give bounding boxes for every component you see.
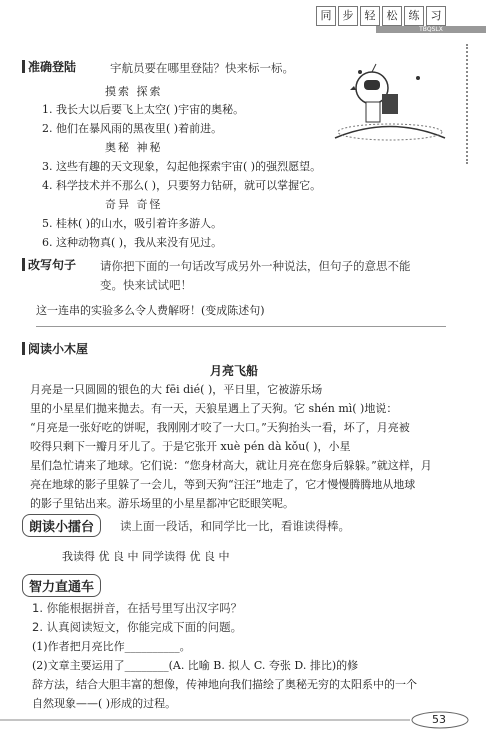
question-1: 1. 我长大以后要飞上太空( )宇宙的奥秘。 — [42, 103, 245, 116]
question-3: 3. 这些有趣的天文现象，勾起他探索宇宙( )的强烈愿望。 — [42, 160, 322, 173]
section-title-read-aloud: 朗读小擂台 — [22, 514, 101, 537]
word-group-2: 奥秘 神秘 — [105, 141, 163, 154]
passage-line: 月亮是一只圆圆的银色的大 fēi dié( )，平日里，它被游乐场 — [30, 383, 323, 396]
section-title-quiz: 智力直通车 — [22, 574, 101, 597]
header-strip: TBQSLX — [376, 26, 486, 33]
passage — [30, 380, 470, 513]
section-marker — [22, 342, 25, 355]
word-group-3: 奇异 奇怪 — [105, 198, 163, 211]
quiz-question-2-2-end: 自然现象——( )形成的过程。 — [32, 697, 177, 710]
quiz-question-1: 1. 你能根据拼音，在括号里写出汉字吗？ — [32, 601, 243, 615]
section-label: 改写句子 — [28, 258, 77, 272]
header-banner — [316, 4, 486, 34]
rating-line: 我读得 优 良 中 同学读得 优 良 中 — [62, 550, 230, 563]
header-char: 同 — [316, 6, 336, 26]
page-number: 53 — [432, 713, 446, 726]
answer-line — [36, 326, 446, 327]
question-6: 6. 这种动物真( )，我从来没有见过。 — [42, 236, 223, 249]
passage-line: “月亮是一张好吃的饼呢，我刚刚才咬了一大口。”天狗抬头一看，坏了，月亮被 — [30, 421, 410, 434]
quiz-question-2-2-cont: 辞方法，结合大胆丰富的想像，传神地向我们描绘了奥秘无穷的太阳系中的一个 — [32, 678, 417, 691]
quiz-question-2: 2. 认真阅读短文，你能完成下面的问题。 — [32, 620, 243, 634]
passage-line: 亮在地球的影子里躲了一会儿，等到天狗“汪汪”地走了，它才慢慢腾腾地从地球 — [30, 478, 416, 491]
section-instruction: 请你把下面的一句话改写成另外一种说法，但句子的意思不能 — [100, 259, 411, 273]
header-char: 松 — [382, 6, 402, 26]
section-marker — [22, 60, 25, 73]
section-title-rewrite — [22, 256, 76, 273]
passage-line: 的影子里钻出来。游乐场里的小星星都冲它眨眼笑呢。 — [30, 497, 294, 510]
dotted-margin — [466, 44, 478, 164]
word-group-1: 摸索 探索 — [105, 85, 163, 98]
rewrite-sentence: 这一连串的实验多么令人费解呀！(变成陈述句) — [36, 304, 265, 317]
question-4: 4. 科学技术并不那么( )，只要努力钻研，就可以掌握它。 — [42, 179, 322, 192]
header-char: 步 — [338, 6, 358, 26]
section-title-reading — [22, 340, 88, 357]
header-char: 轻 — [360, 6, 380, 26]
question-5: 5. 桂林( )的山水，吸引着许多游人。 — [42, 217, 223, 230]
section-label: 准确登陆 — [28, 60, 77, 74]
footer-rule — [0, 710, 490, 730]
passage-title: 月亮飞船 — [210, 364, 259, 378]
section-instruction: 宇航员要在哪里登陆？快来标一标。 — [110, 61, 294, 75]
header-char: 习 — [426, 6, 446, 26]
section-instruction-cont: 变。快来试试吧！ — [100, 278, 192, 292]
passage-line: 里的小星星们拋来拋去。有一天，天狼星遇上了天狗。它 shén mì( )地说： — [30, 402, 398, 415]
section-title-accurate-landing — [22, 58, 76, 75]
quiz-question-2-1: (1)作者把月亮比作__________。 — [32, 640, 191, 653]
passage-line: 星们急忙请来了地球。它们说：“您身材高大，就让月亮在您身后躲躲。”就这样，月 — [30, 459, 432, 472]
astronaut-illustration — [330, 60, 450, 142]
section-instruction: 读上面一段话，和同学比一比，看谁读得棒。 — [120, 519, 350, 533]
header-char: 练 — [404, 6, 424, 26]
section-label: 阅读小木屋 — [28, 342, 89, 356]
question-2: 2. 他们在暴风雨的黑夜里( )着前进。 — [42, 122, 223, 135]
section-marker — [22, 258, 25, 271]
passage-line: 咬得只剩下一瓣月牙儿了。于是它张开 xuè pén dà kǒu( )，小星 — [30, 440, 351, 453]
quiz-question-2-2: (2)文章主要运用了________(A. 比喻 B. 拟人 C. 夸张 D. 排比)的修 — [32, 659, 359, 672]
